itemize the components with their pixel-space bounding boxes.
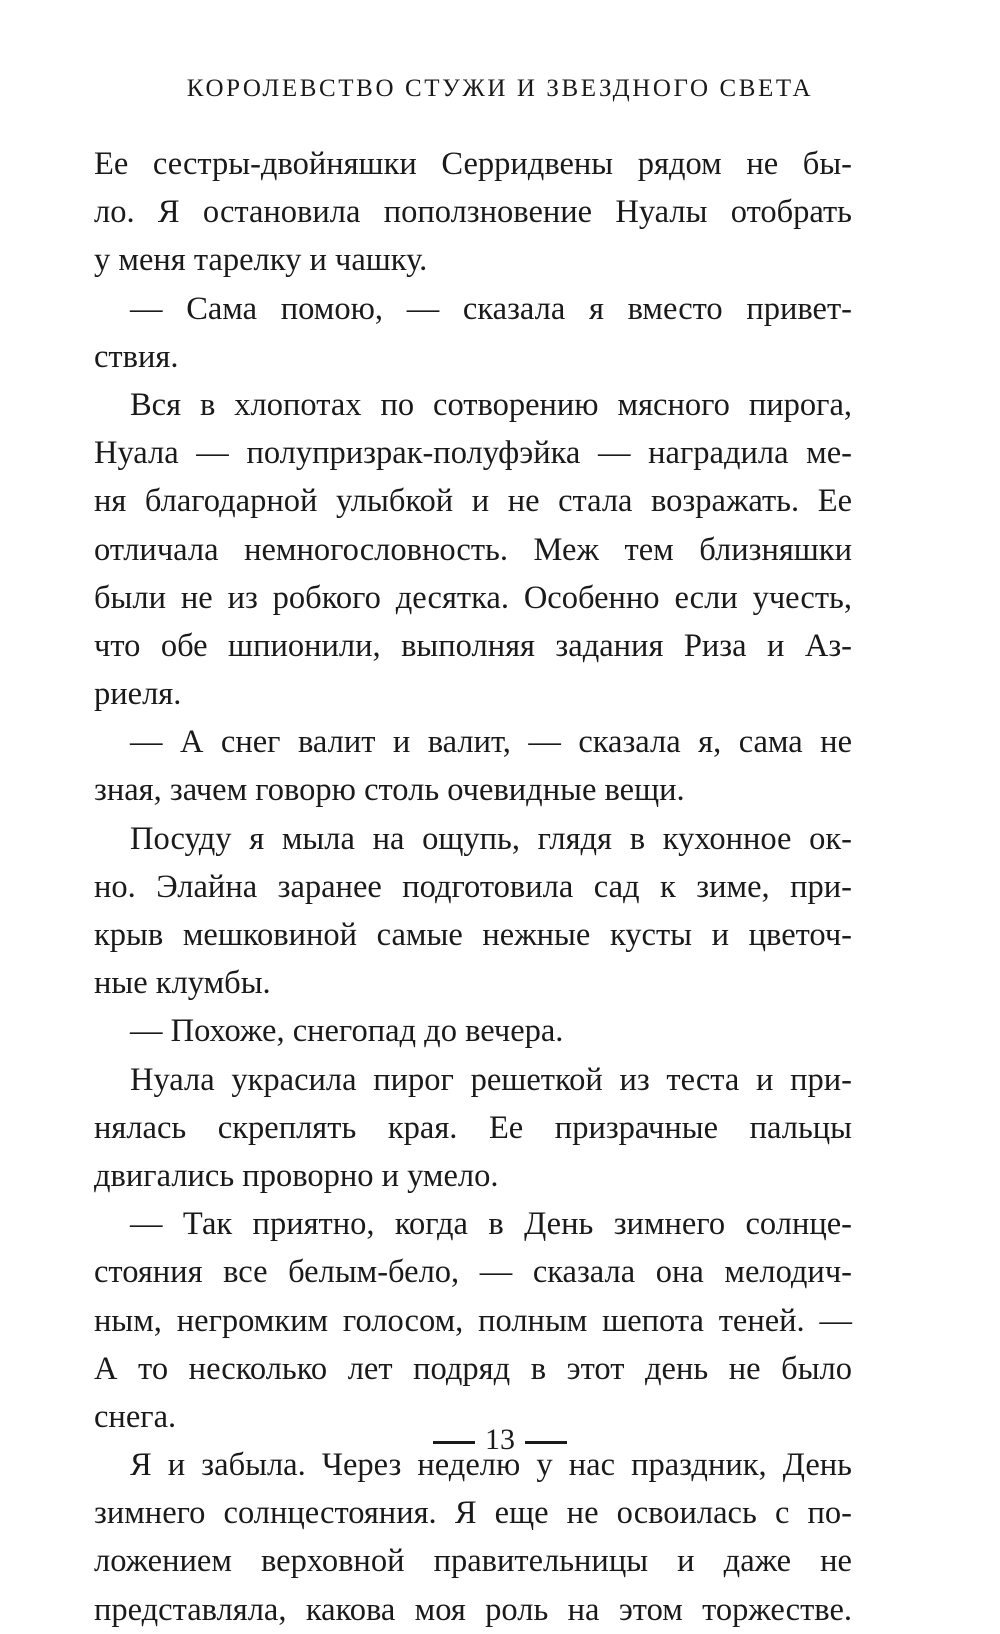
text-line: — Сама помою, — сказала я вместо привет- xyxy=(130,290,852,327)
text-line: Нуала — полупризрак-полуфэйка — наградила ме- xyxy=(94,435,852,472)
page-number xyxy=(0,1420,1000,1460)
text-line: но. Элайна заранее подготовила сад к зиме, при- xyxy=(94,868,852,905)
text-line: ные клумбы. xyxy=(94,965,271,1002)
text-line: ным, негромким голосом, полным шепота теней. — xyxy=(94,1302,852,1339)
text-line: стояния все белым-бело, — сказала она мелодич- xyxy=(94,1254,852,1291)
text-line: Нуала украсила пирог решеткой из теста и при- xyxy=(130,1061,852,1098)
text-line: были не из робкого десятка. Особенно если учесть, xyxy=(94,579,852,616)
folio-dash-left xyxy=(433,1441,475,1444)
text-line: ложением верховной правительницы и даже не xyxy=(94,1543,852,1580)
text-line: ствия. xyxy=(94,338,179,375)
text-line: ло. Я остановила поползновение Нуалы отобрать xyxy=(94,194,852,231)
text-line: зная, зачем говорю столь очевидные вещи. xyxy=(94,772,685,809)
text-line: двигались проворно и умело. xyxy=(94,1157,499,1194)
text-line: представляла, какова моя роль на этом торжестве. xyxy=(94,1591,852,1628)
text-line: А то несколько лет подряд в этот день не было xyxy=(94,1350,852,1387)
text-line: снега. xyxy=(94,1398,177,1435)
text-line: Вся в хлопотах по сотворению мясного пирога, xyxy=(130,386,852,423)
text-line: у меня тарелку и чашку. xyxy=(94,242,428,279)
text-line: риеля. xyxy=(94,676,182,713)
running-header: КОРОЛЕВСТВО СТУЖИ И ЗВЕЗДНОГО СВЕТА xyxy=(186,75,814,102)
text-line: — Так приятно, когда в День зимнего солнце- xyxy=(130,1206,852,1243)
page-number-value: 13 xyxy=(485,1423,515,1456)
text-line: — Похоже, снегопад до вечера. xyxy=(130,1013,564,1050)
folio-dash-right xyxy=(525,1441,567,1444)
text-line: — А снег валит и валит, — сказала я, сама не xyxy=(130,724,852,761)
body-text xyxy=(94,140,852,1634)
text-line: зимнего солнцестояния. Я еще не освоилась с по- xyxy=(94,1495,852,1532)
text-line: Я и забыла. Через неделю у нас праздник, День xyxy=(130,1447,852,1484)
text-line: нялась скреплять края. Ее призрачные пальцы xyxy=(94,1109,852,1146)
text-line: Посуду я мыла на ощупь, глядя в кухонное ок- xyxy=(130,820,852,857)
text-line: ня благодарной улыбкой и не стала возражать. Ее xyxy=(94,483,852,520)
text-line: крыв мешковиной самые нежные кусты и цветоч- xyxy=(94,917,852,953)
text-line: отличала немногословность. Меж тем близняшки xyxy=(94,531,852,568)
text-line: Ее сестры-двойняшки Серридвены рядом не бы- xyxy=(94,146,852,182)
text-line: что обе шпионили, выполняя задания Риза и Аз- xyxy=(94,627,852,664)
